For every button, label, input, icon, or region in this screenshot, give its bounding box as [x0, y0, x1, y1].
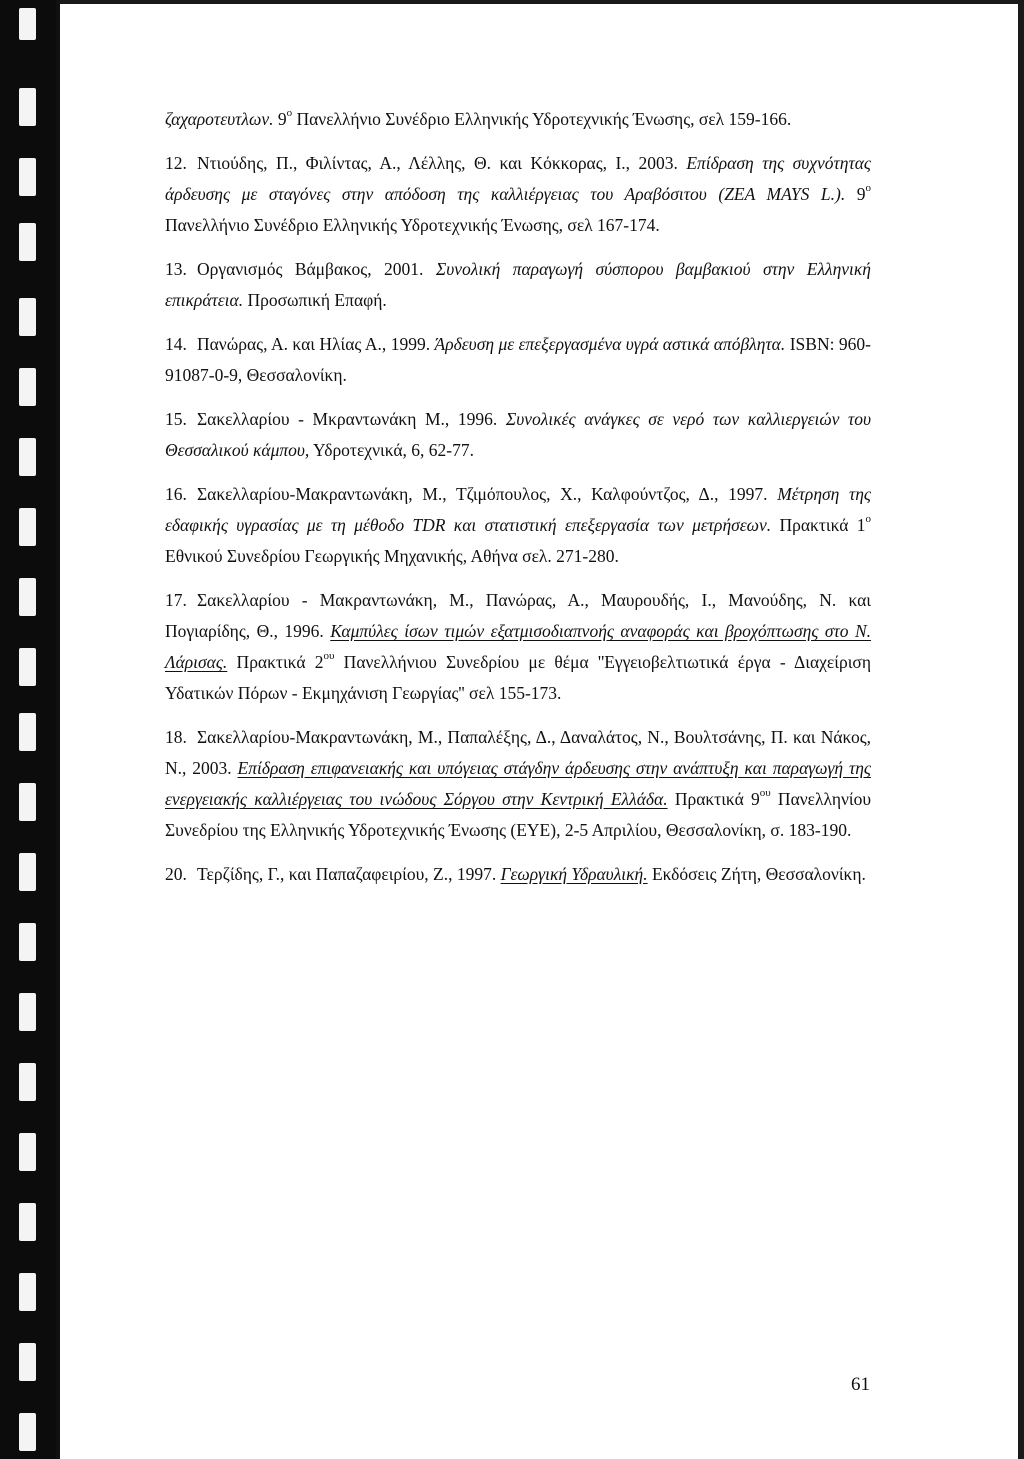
reference-title: ζαχαροτευτλων.: [165, 109, 274, 129]
reference-title: Συνολική παραγωγή σύσπορου βαμβακιού στην Ελληνική επικράτεια.: [165, 259, 871, 310]
reference-entry: [165, 722, 871, 846]
reference-title: Άρδευση με επεξεργασμένα υγρά αστικά απόβλητα.: [434, 334, 786, 354]
reference-entry: [165, 104, 871, 135]
reference-text: Σακελλαρίου - Μκραντωνάκη Μ., 1996.: [197, 409, 506, 429]
reference-text: Εθνικού Συνεδρίου Γεωργικής Μηχανικής, Αθήνα σελ. 271-280.: [165, 546, 619, 566]
film-perforation: [19, 1063, 36, 1101]
reference-text: Πανώρας, Α. και Ηλίας Α., 1999.: [197, 334, 435, 354]
film-perforation: [19, 923, 36, 961]
film-perforation: [19, 1343, 36, 1381]
reference-text: ISBN: 960-91087-0-9, Θεσσαλονίκη.: [165, 334, 871, 385]
reference-number: 17.: [165, 590, 187, 610]
film-perforation: [19, 578, 36, 616]
reference-entry: [165, 254, 871, 316]
film-perforation: [19, 1203, 36, 1241]
film-perforation: [19, 783, 36, 821]
reference-text: Πρακτικά 1: [771, 515, 866, 535]
reference-text: Τερζίδης, Γ., και Παπαζαφειρίου, Ζ., 1997.: [197, 864, 501, 884]
reference-text: Σακελλαρίου-Μακραντωνάκη, Μ., Τζιμόπουλος, Χ., Καλφούντζος, Δ., 1997.: [197, 484, 778, 504]
reference-text: Σακελλαρίου-Μακραντωνάκη, Μ., Παπαλέξης, Δ., Δαναλάτος, Ν., Βουλτσάνης, Π. και Νάκος, Ν., 2003.: [165, 727, 871, 778]
film-perforation: [19, 1133, 36, 1171]
reference-text: Πανελλήνιο Συνέδριο Ελληνικής Υδροτεχνικής Ένωσης, σελ 159-166.: [292, 109, 792, 129]
reference-text: Σακελλαρίου - Μακραντωνάκη, Μ., Πανώρας, Α., Μαυρουδής, Ι., Μανούδης, Ν. και Πογιαρίδης, Θ., 1996.: [165, 590, 871, 641]
reference-entry: [165, 859, 871, 890]
page-top-edge: [60, 0, 1024, 4]
reference-entry: [165, 479, 871, 572]
reference-text: Πανελληνίου Συνεδρίου της Ελληνικής Υδροτεχνικής Ένωσης (ΕΥΕ), 2-5 Απριλίου, Θεσσαλονίκη, σ. 183-190.: [165, 789, 872, 840]
reference-entry: [165, 404, 871, 466]
reference-title: Μέτρηση της εδαφικής υγρασίας με τη μέθοδο TDR και στατιστική επεξεργασία των μετρήσεων.: [165, 484, 871, 535]
reference-text: Πανελλήνιου Συνεδρίου με θέμα ''Εγγειοβελτιωτικά έργα - Διαχείριση Υδατικών Πόρων - Εκμηχάνιση Γεωργίας'' σελ 155-173.: [165, 652, 872, 703]
film-perforation: [19, 713, 36, 751]
reference-text: Ντιούδης, Π., Φιλίντας, Α., Λέλλης, Θ. και Κόκκορας, Ι., 2003.: [197, 153, 687, 173]
superscript: ο: [865, 513, 871, 526]
film-strip-border: [0, 0, 56, 1459]
reference-number: 18.: [165, 727, 187, 747]
page-number: 61: [851, 1374, 870, 1395]
reference-title: Επίδραση επιφανειακής και υπόγειας στάγδην άρδευσης στην ανάπτυξη και παραγωγή της ενεργειακής καλλιέργειας του ινώδους Σόργου στην Κεντρική Ελλάδα.: [165, 758, 872, 809]
page-right-edge: [1018, 0, 1024, 1459]
reference-entry: [165, 585, 871, 709]
film-perforation: [19, 1273, 36, 1311]
reference-text: Υδροτεχνικά, 6, 62-77.: [309, 440, 474, 460]
reference-number: 13.: [165, 259, 187, 279]
film-perforation: [19, 88, 36, 126]
film-perforation: [19, 853, 36, 891]
reference-title: Γεωργική Υδραυλική.: [500, 864, 648, 884]
film-perforation: [19, 648, 36, 686]
reference-title: Επίδραση της συχνότητας άρδευσης με σταγόνες στην απόδοση της καλλιέργειας του Αραβόσιτου (ZEA MAYS L.).: [165, 153, 871, 204]
reference-text: 9: [845, 184, 866, 204]
film-perforation: [19, 1413, 36, 1451]
film-perforation: [19, 8, 36, 40]
reference-text: Πρακτικά 9: [667, 789, 760, 809]
superscript: ο: [286, 107, 293, 120]
reference-title: Συνολικές ανάγκες σε νερό των καλλιεργειών του Θεσσαλικού κάμπου,: [165, 409, 871, 460]
film-perforation: [19, 438, 36, 476]
reference-entry: [165, 148, 871, 241]
reference-text: Πρακτικά 2: [227, 652, 324, 672]
superscript: ου: [323, 650, 335, 663]
reference-text: Προσωπική Επαφή.: [243, 290, 387, 310]
film-perforation: [19, 993, 36, 1031]
reference-text: Πανελλήνιο Συνέδριο Ελληνικής Υδροτεχνικής Ένωσης, σελ 167-174.: [165, 215, 660, 235]
reference-number: 14.: [165, 334, 187, 354]
film-perforation: [19, 368, 36, 406]
film-perforation: [19, 298, 36, 336]
film-perforation: [19, 158, 36, 196]
reference-number: 15.: [165, 409, 187, 429]
reference-number: 16.: [165, 484, 187, 504]
film-perforation: [19, 223, 36, 261]
reference-text: Εκδόσεις Ζήτη, Θεσσαλονίκη.: [647, 864, 866, 884]
reference-entry: [165, 329, 871, 391]
superscript: ου: [759, 787, 771, 800]
film-perforation: [19, 508, 36, 546]
reference-list: [165, 104, 871, 890]
superscript: ο: [865, 182, 872, 195]
reference-number: 12.: [165, 153, 187, 173]
reference-number: 20.: [165, 864, 187, 884]
reference-title: Καμπύλες ίσων τιμών εξατμισοδιαπνοής αναφοράς και βροχόπτωσης στο Ν. Λάρισας.: [165, 621, 871, 672]
reference-text: 9: [273, 109, 287, 129]
reference-text: Οργανισμός Βάμβακος, 2001.: [197, 259, 436, 279]
